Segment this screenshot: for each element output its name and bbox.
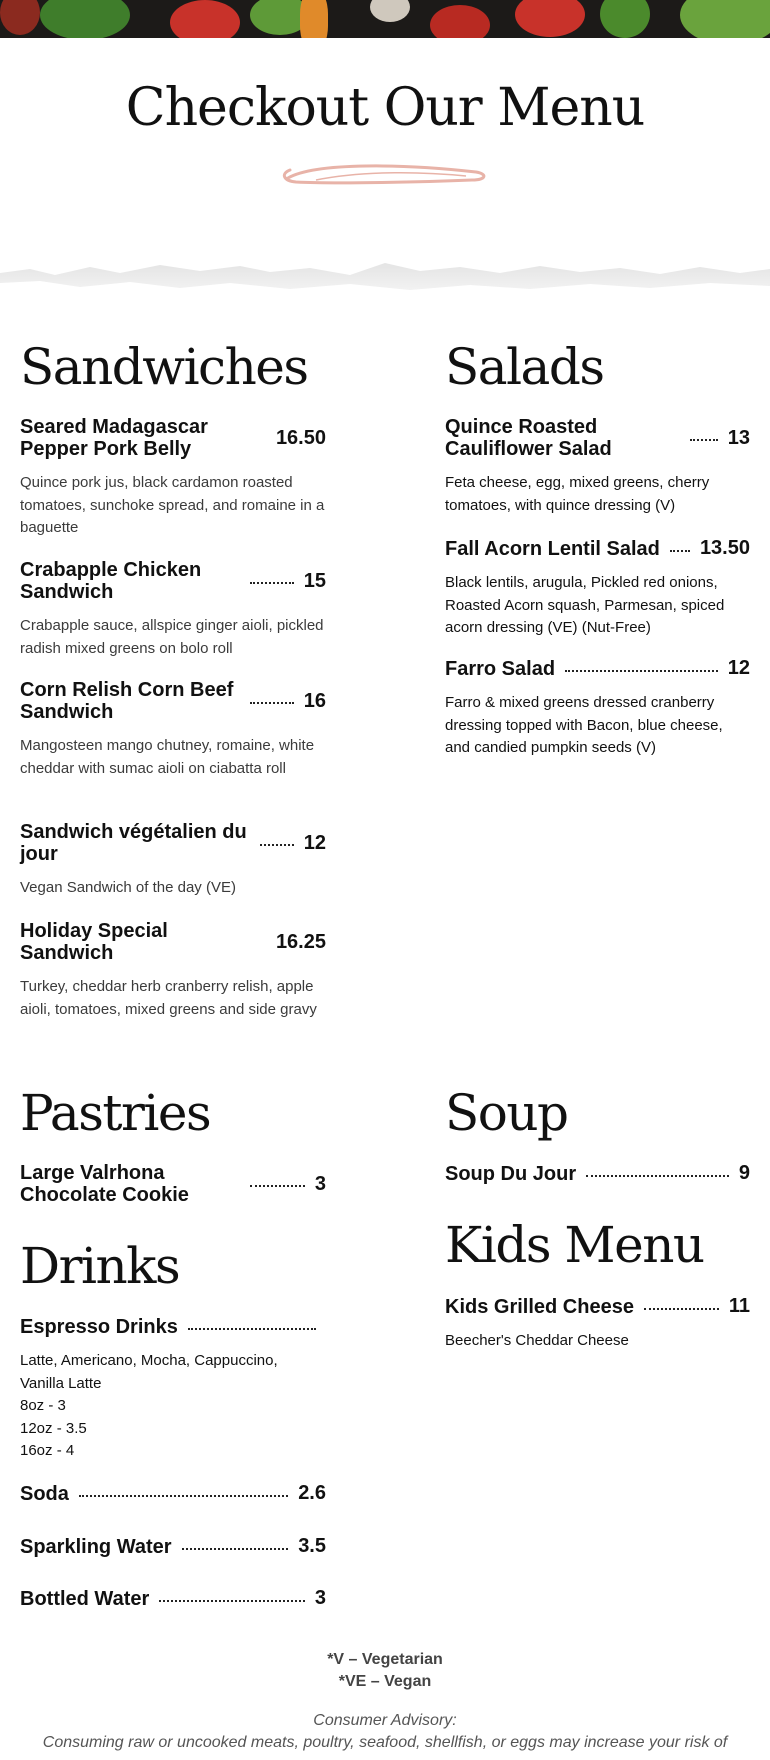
item-price: 13 [727, 426, 750, 449]
sandwiches-title: Sandwiches [20, 338, 308, 396]
item-price: 16 [303, 689, 326, 712]
menu-item [445, 1295, 750, 1353]
item-price: 9 [738, 1162, 750, 1184]
item-name: Farro Salad [445, 657, 556, 680]
menu-item [20, 679, 326, 780]
item-description: Black lentils, arugula, Pickled red onions, Roasted Acorn squash, Parmesan, spiced acorn dressing (VE) (Nut-Free) [445, 574, 725, 636]
menu-item [445, 1162, 750, 1185]
item-name: Crabapple Chicken Sandwich [20, 559, 202, 603]
menu-item [20, 821, 326, 900]
item-name: Kids Grilled Cheese [445, 1295, 634, 1318]
dietary-legend [0, 1649, 770, 1693]
item-price: 3 [314, 1587, 326, 1609]
menu-item [20, 1316, 316, 1463]
dot-leader [250, 1185, 305, 1187]
torn-paper-divider [0, 255, 770, 315]
item-name: Soup Du Jour [445, 1162, 577, 1185]
item-price: 15 [303, 569, 326, 592]
item-name: Corn Relish Corn Beef Sandwich [20, 679, 234, 723]
menu-item [20, 1587, 326, 1610]
description-line: Vanilla Latte [20, 1374, 102, 1392]
header-banner-image [0, 0, 770, 38]
item-price: 13.50 [699, 537, 750, 559]
menu-item [20, 1535, 326, 1558]
item-name: Espresso Drinks [20, 1316, 178, 1338]
kids-menu-title: Kids Menu [445, 1216, 704, 1274]
item-price: 12 [727, 657, 750, 679]
dot-leader [644, 1308, 719, 1310]
item-description [20, 1350, 316, 1463]
decorative-flourish [276, 160, 492, 190]
description-line: 16oz - 4 [20, 1442, 75, 1459]
item-name: Bottled Water [20, 1587, 150, 1610]
menu-item [445, 657, 750, 760]
item-description: Mangosteen mango chutney, romaine, white cheddar with sumac aioli on ciabatta roll [20, 737, 315, 777]
dot-leader [182, 1548, 289, 1550]
item-name: Sandwich végétalien du jour [20, 821, 247, 865]
item-description: Beecher's Cheddar Cheese [445, 1332, 629, 1349]
item-description: Quince pork jus, black cardamon roasted tomatoes, sunchoke spread, and romaine in a baguette [20, 474, 325, 536]
item-description: Feta cheese, egg, mixed greens, cherry tomatoes, with quince dressing (V) [445, 474, 710, 514]
item-price: 11 [728, 1295, 750, 1317]
consumer-advisory [0, 1710, 770, 1754]
item-price: 16.50 [275, 426, 326, 449]
item-price: 3 [314, 1172, 326, 1195]
dot-leader [586, 1175, 729, 1177]
dot-leader [565, 670, 718, 672]
item-price: 2.6 [298, 1482, 326, 1504]
description-line: Latte, Americano, Mocha, Cappuccino, [20, 1352, 278, 1369]
description-line: 12oz - 3.5 [20, 1419, 87, 1437]
dot-leader [670, 550, 690, 552]
menu-item [20, 559, 326, 660]
item-name: Sparkling Water [20, 1535, 172, 1558]
advisory-text: Consuming raw or uncooked meats, poultry, seafood, shellfish, or eggs may increase your risk of [42, 1734, 728, 1751]
salads-title: Salads [445, 338, 604, 396]
pastries-title: Pastries [20, 1084, 211, 1142]
legend-vegetarian: *V – Vegetarian [327, 1651, 443, 1668]
item-name: Quince Roasted Cauliflower Salad [445, 416, 612, 460]
item-price: 12 [303, 831, 326, 854]
dot-leader [250, 582, 294, 584]
page-title: Checkout Our Menu [125, 78, 645, 138]
menu-item [445, 537, 750, 640]
dot-leader [250, 702, 294, 704]
menu-item [20, 920, 326, 1021]
menu-item [445, 416, 750, 517]
item-description: Turkey, cheddar herb cranberry relish, apple aioli, tomatoes, mixed greens and side gravy [20, 978, 317, 1018]
drinks-title: Drinks [20, 1237, 180, 1295]
menu-item [20, 416, 326, 540]
menu-item [20, 1482, 326, 1505]
item-name: Seared Madagascar Pepper Pork Belly [20, 416, 208, 460]
item-price: 16.25 [275, 930, 326, 953]
dot-leader [690, 439, 718, 441]
description-line: 8oz - 3 [20, 1397, 66, 1414]
item-description: Farro & mixed greens dressed cranberry dressing topped with Bacon, blue cheese, and candied pumpkin seeds (V) [445, 694, 723, 756]
item-name: Soda [20, 1482, 69, 1505]
item-description: Vegan Sandwich of the day (VE) [20, 879, 236, 896]
soup-title: Soup [445, 1084, 568, 1142]
dot-leader [188, 1328, 316, 1330]
item-name: Fall Acorn Lentil Salad [445, 537, 660, 560]
legend-vegan: *VE – Vegan [338, 1673, 432, 1690]
dot-leader [79, 1495, 288, 1497]
item-name: Large Valrhona Chocolate Cookie [20, 1162, 189, 1206]
dot-leader [159, 1600, 305, 1602]
item-price: 3.5 [298, 1535, 326, 1557]
dot-leader [260, 844, 294, 846]
menu-item [20, 1162, 326, 1206]
advisory-heading: Consumer Advisory: [313, 1712, 457, 1729]
item-name: Holiday Special Sandwich [20, 920, 168, 964]
item-description: Crabapple sauce, allspice ginger aioli, pickled radish mixed greens on bolo roll [20, 617, 324, 657]
